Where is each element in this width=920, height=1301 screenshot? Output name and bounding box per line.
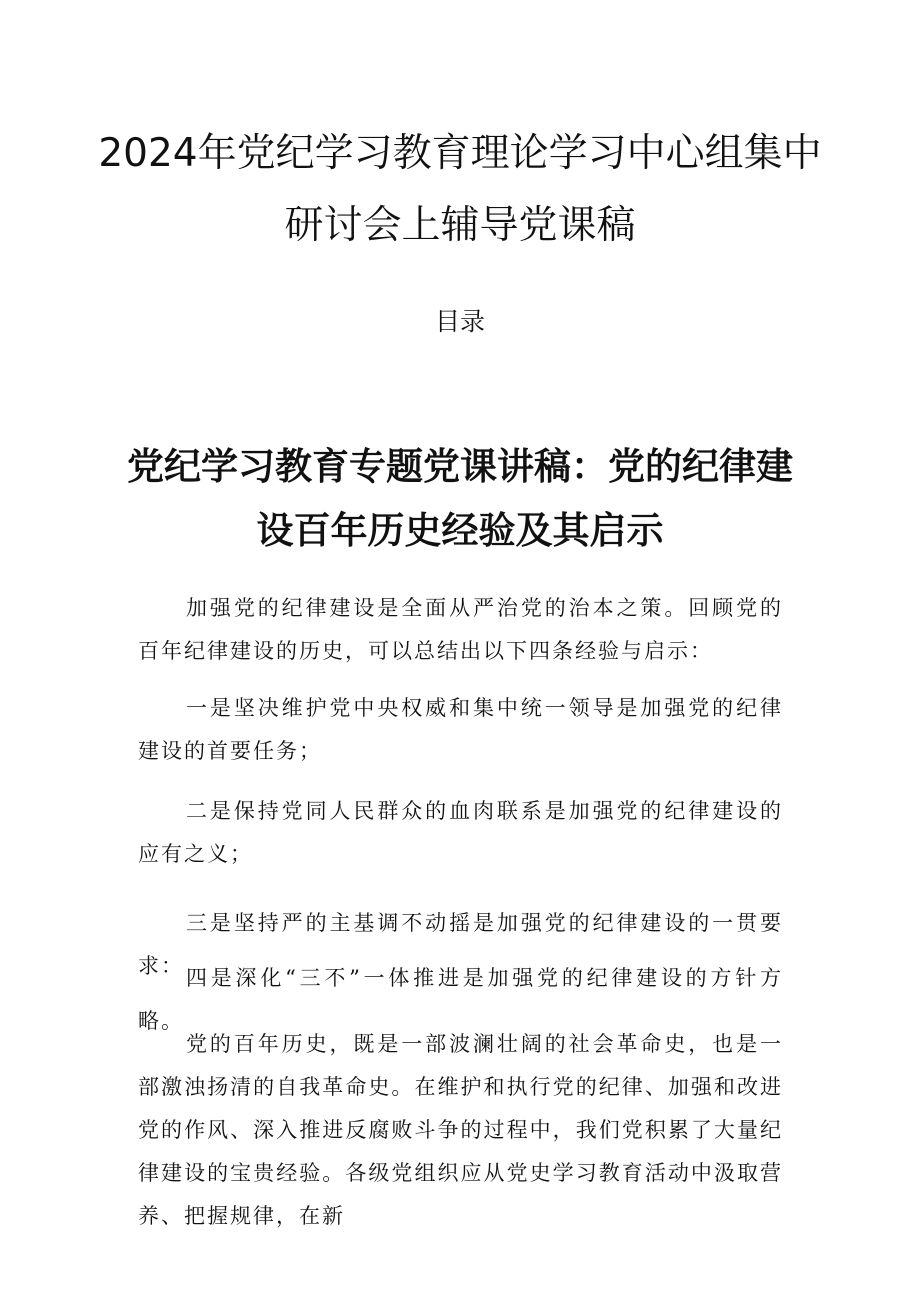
body-paragraph-point-3: 三是坚持严的主基调不动摇是加强党的纪律建设的一贯要求： xyxy=(138,911,783,978)
toc-heading: 目录 xyxy=(434,307,485,336)
section-title xyxy=(60,434,860,562)
body-paragraph-point-2: 二是保持党同人民群众的血肉联系是加强党的纪律建设的应有之义； xyxy=(138,799,783,866)
document-title-line-1: 2024年党纪学习教育理论学习中心组集中 xyxy=(98,131,822,176)
document-title xyxy=(60,118,860,262)
section-title-line-1: 党纪学习教育专题党课讲稿：党的纪律建 xyxy=(127,444,793,488)
body-paragraph-point-4: 四是深化“三不”一体推进是加强党的纪律建设的方针方略。 xyxy=(138,966,783,1033)
body-paragraph-history: 党的百年历史，既是一部波澜壮阔的社会革命史，也是一部激浊扬清的自我革命史。在维护和执行党的纪律、加强和改进党的作风、深入推进反腐败斗争的过程中，我们党积累了大量纪律建设的宝贵经验。各级党组织应从党史学习教育活动中汲取营养、把握规律，在新 xyxy=(138,1032,783,1228)
section-title-line-2: 设百年历史经验及其启示 xyxy=(256,508,664,552)
body-paragraph-intro: 加强党的纪律建设是全面从严治党的治本之策。回顾党的百年纪律建设的历史，可以总结出以下四条经验与启示： xyxy=(138,596,783,663)
document-title-line-2: 研讨会上辅导党课稿 xyxy=(284,203,636,248)
body-paragraph-point-1: 一是坚决维护党中央权威和集中统一领导是加强党的纪律建设的首要任务； xyxy=(138,696,783,763)
